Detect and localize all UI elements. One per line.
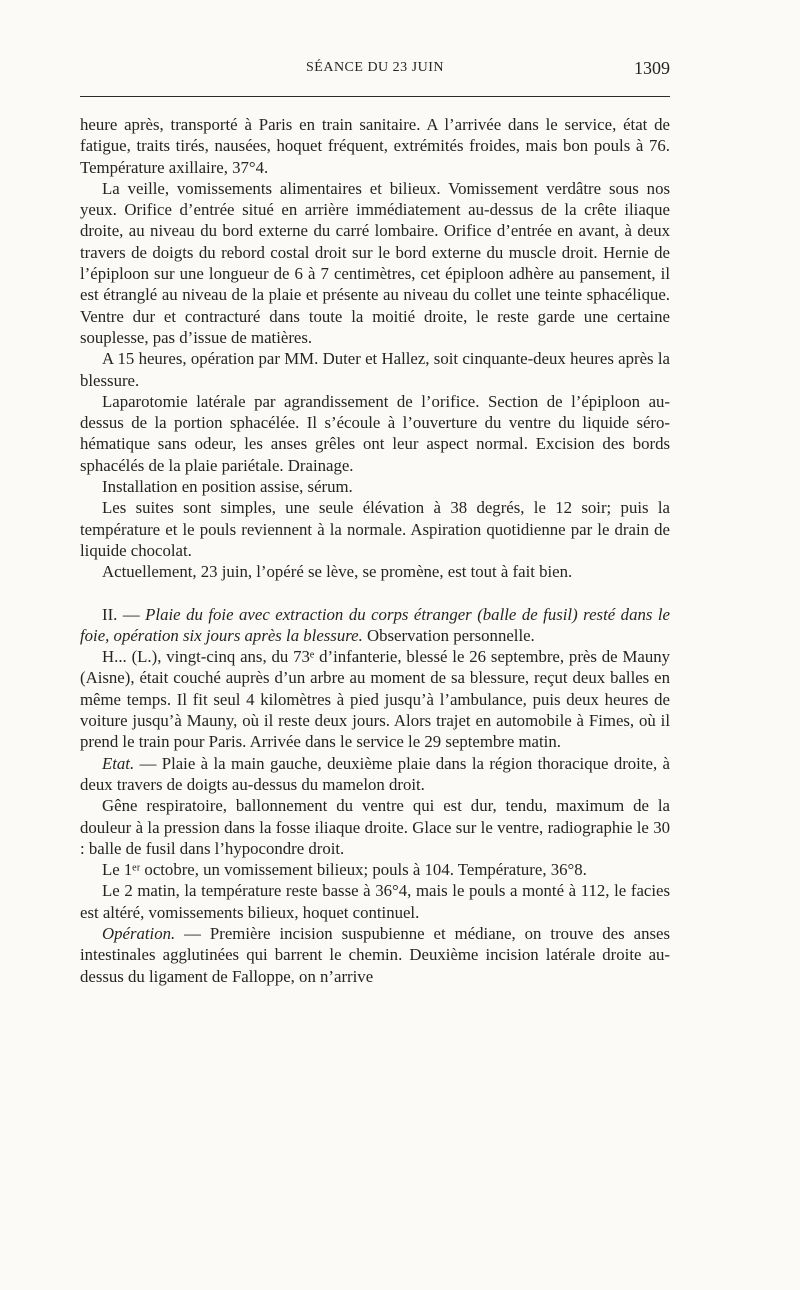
paragraph: Gêne respiratoire, ballonnement du ventre qui est dur, tendu, maximum de la douleur à la pression dans la fosse iliaque droite. Glace sur le ventre, radiographie le 30 : balle de fusil dans l’hypocondre droit.	[80, 796, 670, 858]
paragraph: Actuellement, 23 juin, l’opéré se lève, se promène, est tout à fait bien.	[102, 562, 573, 582]
body-text	[80, 114, 670, 987]
operation-label: Opération.	[102, 923, 176, 943]
paragraph: La veille, vomissements alimentaires et bilieux. Vomissement verdâtre sous nos yeux. Orifice d’entrée situé en arrière immédiatement au-dessus de la crête iliaque droite, au niveau du bord externe du carré lombaire. Orifice d’entrée en avant, à deux travers de doigts du rebord costal droit sur le bord externe du muscle droit. Hernie de l’épiploon sur une longueur de 6 à 7 centimètres, cet épiploon adhère au pansement, il est étranglé au niveau de la plaie et présente au niveau du collet une teinte sphacélique. Ventre dur et contracturé dans toute la moitié droite, le reste garde une certaine souplesse, pas d’issue de matières.	[80, 178, 670, 347]
case-number: II. —	[102, 604, 146, 624]
paragraph: H... (L.), vingt-cinq ans, du 73ᵉ d’infanterie, blessé le 26 septembre, près de Mauny (Aisne), était couché auprès d’un arbre au moment de sa blessure, reçut deux balles en même temps. Il fit seul 4 kilomètres à pied jusqu’à l’ambulance, puis deux heures de voiture jusqu’à Mauny, où il reste deux jours. Alors trajet en automobile à Fimes, où il prend le train pour Paris. Arrivée dans le service le 29 septembre matin.	[80, 647, 670, 752]
etat-label: Etat.	[102, 753, 135, 773]
case-source: Observation personnelle.	[362, 625, 535, 645]
paragraph: A 15 heures, opération par MM. Duter et Hallez, soit cinquante-deux heures après la blessure.	[80, 349, 670, 390]
operation-text: — Première incision suspubienne et médiane, on trouve des anses intestinales agglutinées qui barrent le chemin. Deuxième incision latérale droite au-dessus du ligament de Falloppe, on n’arrive	[80, 923, 670, 986]
header-title: SÉANCE DU 23 JUIN	[306, 60, 444, 75]
case-heading	[80, 604, 670, 647]
paragraph: Installation en position assise, sérum.	[102, 477, 353, 497]
page-number: 1309	[634, 58, 670, 78]
running-header	[80, 60, 670, 82]
paragraph	[80, 753, 670, 796]
etat-text: — Plaie à la main gauche, deuxième plaie dans la région thoracique droite, à deux travers de doigts au-dessus du mamelon droit.	[80, 753, 670, 794]
paragraph: Le 1ᵉʳ octobre, un vomissement bilieux; pouls à 104. Température, 36°8.	[102, 860, 587, 880]
paragraph: Les suites sont simples, une seule élévation à 38 degrés, le 12 soir; puis la température et le pouls reviennent à la normale. Aspiration quotidienne par le drain de liquide chocolat.	[80, 498, 670, 560]
case-title: Plaie du foie avec extraction du corps étranger (balle de fusil) resté dans le foie, opération six jours après la blessure.	[80, 604, 671, 645]
header-rule	[80, 96, 670, 97]
paragraph: Le 2 matin, la température reste basse à 36°4, mais le pouls a monté à 112, le facies est altéré, vomissements bilieux, hoquet continuel.	[80, 881, 670, 922]
paragraph	[80, 923, 670, 987]
paragraph: Laparotomie latérale par agrandissement de l’orifice. Section de l’épiploon au-dessus de la portion sphacélée. Il s’écoule à l’ouverture du ventre du liquide séro-hématique sans odeur, les anses grêles ont leur aspect normal. Excision des bords sphacélés de la plaie pariétale. Drainage.	[80, 391, 670, 475]
paragraph: heure après, transporté à Paris en train sanitaire. A l’arrivée dans le service, état de fatigue, traits tirés, nausées, hoquet fréquent, extrémités froides, mais bon pouls à 76. Température axillaire, 37°4.	[80, 115, 670, 177]
